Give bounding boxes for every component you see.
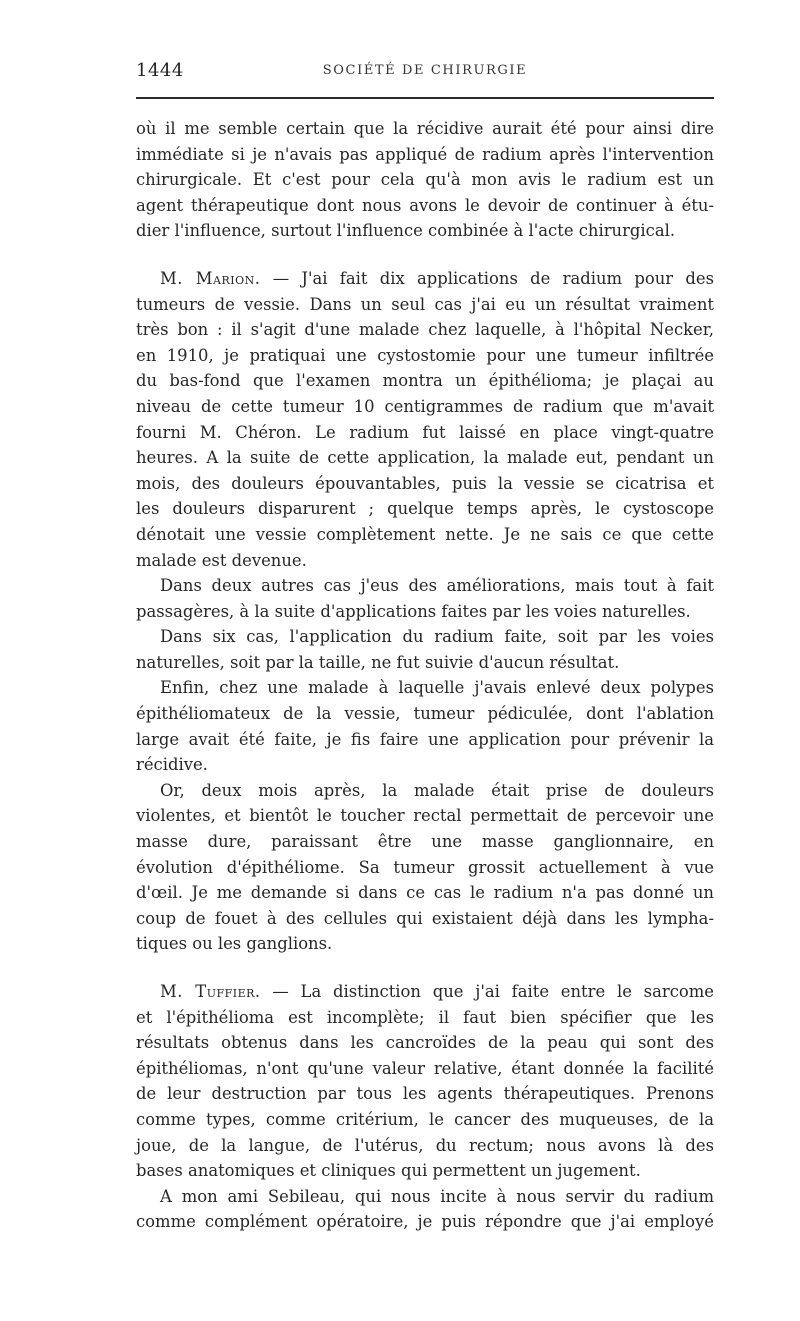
text-line: résultats obtenus dans les cancroïdes de la peau qui sont des bbox=[136, 1033, 714, 1053]
speaker-name: M. Marion. bbox=[160, 268, 261, 288]
paragraph-marion bbox=[136, 266, 714, 573]
text-line: violentes, et bientôt le toucher rectal permettait de percevoir une bbox=[136, 806, 714, 826]
text-line: bases anatomiques et cliniques qui permettent un jugement. bbox=[136, 1161, 641, 1181]
text-line: tumeurs de vessie. Dans un seul cas j'ai eu un résultat vraiment bbox=[136, 294, 714, 314]
text-line: coup de fouet à des cellules qui existaient déjà dans les lympha- bbox=[136, 908, 714, 928]
paragraph bbox=[136, 624, 714, 675]
text-line: niveau de cette tumeur 10 centigrammes de radium que m'avait bbox=[136, 396, 714, 416]
page-number: 1444 bbox=[136, 60, 184, 81]
text-line: mois, des douleurs épouvantables, puis la vessie se cicatrisa et bbox=[136, 473, 714, 493]
text-line: dénotait une vessie complètement nette. Je ne sais ce que cette bbox=[136, 524, 714, 544]
text-line: et l'épithélioma est incomplète; il faut bien spécifier que les bbox=[136, 1007, 714, 1027]
text-line: comme types, comme critérium, le cancer des muqueuses, de la bbox=[136, 1109, 714, 1129]
first-line-text: — La distinction que j'ai faite entre le sarcome bbox=[260, 982, 714, 1001]
text-line: comme complément opératoire, je puis répondre que j'ai employé bbox=[136, 1212, 714, 1232]
text-line: Enfin, chez une malade à laquelle j'avais enlevé deux polypes bbox=[160, 678, 714, 698]
speaker-name: M. Tuffier. bbox=[160, 982, 261, 1001]
text-line: joue, de la langue, de l'utérus, du rectum; nous avons là des bbox=[136, 1135, 714, 1155]
paragraph bbox=[136, 573, 714, 624]
text-line: Dans six cas, l'application du radium faite, soit par les voies bbox=[160, 627, 714, 647]
paragraph-continuation bbox=[136, 116, 714, 244]
text-line: passagères, à la suite d'applications faites par les voies naturelles. bbox=[136, 601, 691, 621]
paragraph bbox=[136, 675, 714, 777]
text-line bbox=[136, 266, 714, 292]
text-line: tiques ou les ganglions. bbox=[136, 934, 333, 954]
paragraph bbox=[136, 778, 714, 957]
text-line bbox=[136, 979, 714, 1005]
text-line: dier l'influence, surtout l'influence combinée à l'acte chirurgical. bbox=[136, 221, 676, 241]
text-line: les douleurs disparurent ; quelque temps après, le cystoscope bbox=[136, 499, 714, 519]
text-line: naturelles, soit par la taille, ne fut suivie d'aucun résultat. bbox=[136, 652, 620, 672]
text-line: fourni M. Chéron. Le radium fut laissé en place vingt-quatre bbox=[136, 422, 714, 442]
text-line: épithéliomateux de la vessie, tumeur pédiculée, dont l'ablation bbox=[136, 704, 714, 724]
text-line: du bas-fond que l'examen montra un épithélioma; je plaçai au bbox=[136, 371, 714, 391]
paragraph-tuffier bbox=[136, 979, 714, 1184]
body-text bbox=[136, 116, 714, 1235]
page-header bbox=[136, 60, 714, 86]
text-line: A mon ami Sebileau, qui nous incite à nous servir du radium bbox=[160, 1186, 714, 1206]
running-head: SOCIÉTÉ DE CHIRURGIE bbox=[322, 63, 528, 78]
text-line: récidive. bbox=[136, 755, 208, 775]
header-rule bbox=[136, 97, 714, 99]
text-line: heures. A la suite de cette application, la malade eut, pendant un bbox=[136, 448, 714, 468]
text-line: agent thérapeutique dont nous avons le devoir de continuer à étu- bbox=[136, 195, 714, 215]
text-line: Or, deux mois après, la malade était prise de douleurs bbox=[160, 780, 714, 800]
text-line: où il me semble certain que la récidive aurait été pour ainsi dire bbox=[136, 119, 714, 138]
text-line: de leur destruction par tous les agents thérapeutiques. Prenons bbox=[136, 1084, 714, 1104]
text-line: en 1910, je pratiquai une cystostomie pour une tumeur infiltrée bbox=[136, 345, 714, 365]
text-line: malade est devenue. bbox=[136, 550, 307, 570]
paragraph bbox=[136, 1184, 714, 1235]
text-line: d'œil. Je me demande si dans ce cas le radium n'a pas donné un bbox=[136, 883, 714, 903]
text-line: évolution d'épithéliome. Sa tumeur grossit actuellement à vue bbox=[136, 857, 714, 877]
text-line: Dans deux autres cas j'eus des améliorations, mais tout à fait bbox=[160, 576, 714, 596]
first-line-text: — J'ai fait dix applications de radium pour des bbox=[260, 268, 714, 288]
text-line: chirurgicale. Et c'est pour cela qu'à mon avis le radium est un bbox=[136, 170, 714, 190]
text-line: immédiate si je n'avais pas appliqué de radium après l'intervention bbox=[136, 144, 714, 164]
text-line: masse dure, paraissant être une masse ganglionnaire, en bbox=[136, 832, 714, 852]
text-line: large avait été faite, je fis faire une application pour prévenir la bbox=[136, 729, 714, 749]
text-line: très bon : il s'agit d'une malade chez laquelle, à l'hôpital Necker, bbox=[136, 320, 714, 340]
text-line: épithéliomas, n'ont qu'une valeur relative, étant donnée la facilité bbox=[136, 1058, 714, 1078]
